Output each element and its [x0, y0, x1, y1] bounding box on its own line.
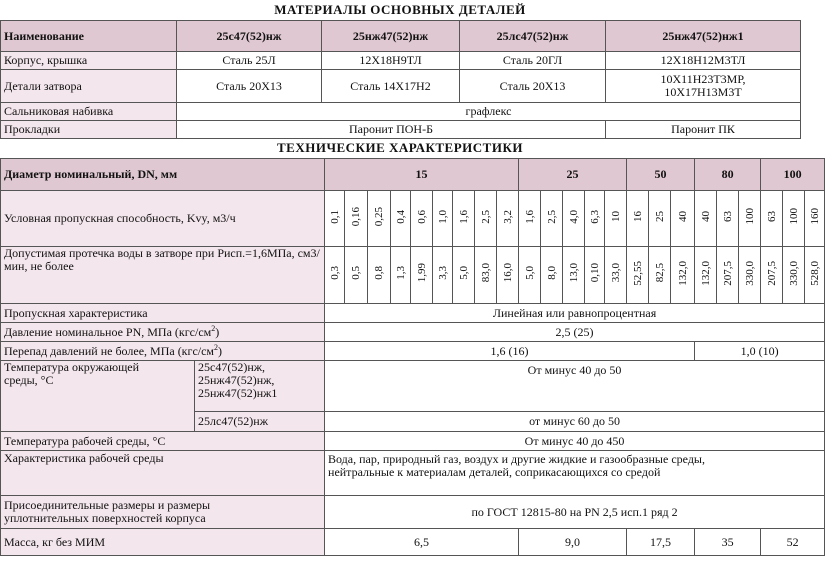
header-model-1: 25с47(52)нж	[177, 21, 322, 52]
leak-cell	[345, 247, 368, 304]
cell-line: 10Х17Н13М3Т	[664, 85, 742, 99]
kvy-value: 1,0	[436, 209, 449, 224]
table-cell	[606, 70, 801, 103]
leak-row	[1, 247, 825, 304]
label-text: Давление номинальное PN, МПа (кгс/см	[4, 324, 212, 339]
kvy-row	[1, 191, 825, 247]
table-cell: Сталь 20Х13	[177, 70, 322, 103]
cell-line: 10Х11Н23Т3МР,	[660, 72, 746, 86]
label-text: )	[218, 343, 223, 358]
leak-value: 330,0	[787, 260, 800, 286]
table-row	[1, 304, 825, 323]
superscript: 2	[211, 323, 216, 333]
leak-cell	[497, 247, 519, 304]
dn-header-row	[1, 159, 825, 191]
table-cell	[325, 451, 825, 496]
leak-cell	[541, 247, 563, 304]
kvy-value: 25	[653, 211, 666, 222]
tech-table	[0, 158, 825, 556]
leak-value: 207,5	[721, 260, 734, 286]
table-cell: 1,0 (10)	[695, 342, 825, 361]
label-text: Перепад давлений не более, МПа (кгс/см	[4, 343, 215, 358]
leak-cell	[475, 247, 497, 304]
leak-cell	[368, 247, 391, 304]
leak-cell	[717, 247, 739, 304]
table-cell: Паронит ПОН-Б	[177, 121, 606, 139]
kvy-value: 1,6	[523, 209, 536, 224]
dn-group-50: 50	[627, 159, 695, 191]
tech-title: ТЕХНИЧЕСКИЕ ХАРАКТЕРИСТИКИ	[277, 140, 523, 155]
table-row	[1, 451, 825, 496]
leak-cell	[605, 247, 627, 304]
table-row	[1, 432, 825, 451]
row-label: Прокладки	[1, 121, 177, 139]
table-cell: Сталь 20ГЛ	[460, 52, 606, 70]
cell-line: нейтральные к материалам деталей, соприкасающихся со средой	[328, 465, 661, 479]
leak-cell	[649, 247, 671, 304]
table-cell: От минус 40 до 450	[325, 432, 825, 451]
leak-cell	[671, 247, 695, 304]
leak-cell	[805, 247, 825, 304]
table-cell: 12Х18Н9ТЛ	[322, 52, 460, 70]
row-label: Корпус, крышка	[1, 52, 177, 70]
kvy-value: 63	[765, 211, 778, 222]
leak-value: 0,5	[350, 266, 363, 280]
kvy-cell	[411, 191, 433, 247]
leak-value: 16,0	[501, 263, 514, 283]
table-row	[1, 529, 825, 556]
kvy-value: 100	[743, 208, 756, 225]
leak-value: 5,0	[457, 266, 470, 280]
row-label	[1, 361, 195, 432]
leak-value: 1,3	[394, 266, 407, 280]
leak-value: 5,0	[523, 266, 536, 280]
kvy-value: 0,6	[415, 209, 428, 224]
kvy-value: 10	[609, 211, 622, 222]
leak-cell	[325, 247, 345, 304]
table-cell: графлекс	[177, 103, 801, 121]
leak-value: 0,8	[373, 266, 386, 280]
row-label: Характеристика рабочей среды	[1, 451, 325, 496]
kvy-value: 100	[787, 208, 800, 225]
mass-dn50: 17,5	[627, 529, 695, 556]
cell-line: Вода, пар, природный газ, воздух и другие жидкие и газообразные среды,	[328, 452, 705, 466]
kvy-value: 2,5	[479, 209, 492, 224]
kvy-cell	[627, 191, 649, 247]
row-label	[1, 496, 325, 529]
kvy-value: 4,0	[567, 209, 580, 224]
leak-value: 3,3	[436, 266, 449, 280]
row-label: Масса, кг без МИМ	[1, 529, 325, 556]
mass-dn80: 35	[695, 529, 761, 556]
kvy-cell	[695, 191, 717, 247]
kvy-cell	[783, 191, 805, 247]
table-cell: по ГОСТ 12815-80 на PN 2,5 исп.1 ряд 2	[325, 496, 825, 529]
kvy-cell	[605, 191, 627, 247]
leak-cell	[761, 247, 783, 304]
kvy-value: 0,4	[394, 209, 407, 224]
dn-group-100: 100	[761, 159, 825, 191]
leak-value: 33,0	[609, 263, 622, 283]
mass-dn100: 52	[761, 529, 825, 556]
label-text: )	[215, 324, 220, 339]
materials-table	[0, 20, 801, 139]
table-row	[1, 70, 801, 103]
table-cell: Сталь 20Х13	[460, 70, 606, 103]
label-line: среды, °С	[4, 373, 54, 387]
table-cell: Сталь 14Х17Н2	[322, 70, 460, 103]
materials-title: МАТЕРИАЛЫ ОСНОВНЫХ ДЕТАЛЕЙ	[274, 2, 526, 17]
leak-value: 132,0	[699, 260, 712, 286]
label-line: уплотнительных поверхностей корпуса	[4, 511, 206, 525]
kvy-value: 3,2	[501, 209, 514, 224]
kvy-value: 6,3	[588, 209, 601, 224]
leak-value: 132,0	[676, 260, 689, 286]
label-line: Температура окружающей	[4, 360, 140, 374]
dn-group-25: 25	[519, 159, 627, 191]
kvy-value: 0,1	[328, 209, 341, 224]
kvy-value: 40	[699, 211, 712, 222]
sub-label: 25лс47(52)нж	[195, 412, 325, 432]
table-cell: от минус 60 до 50	[325, 412, 825, 432]
kvy-cell	[453, 191, 475, 247]
leak-value: 52,55	[631, 260, 644, 286]
table-row	[1, 121, 801, 139]
table-cell: 1,6 (16)	[325, 342, 695, 361]
kvy-cell	[585, 191, 605, 247]
table-cell: От минус 40 до 50	[325, 361, 825, 412]
leak-value: 207,5	[765, 260, 778, 286]
kvy-cell	[717, 191, 739, 247]
leak-cell	[739, 247, 761, 304]
superscript: 2	[214, 342, 219, 352]
leak-cell	[695, 247, 717, 304]
kvy-value: 160	[808, 208, 821, 225]
kvy-cell	[497, 191, 519, 247]
kvy-value: 0,16	[350, 206, 363, 227]
table-row	[1, 52, 801, 70]
table-row	[1, 103, 801, 121]
row-label: Детали затвора	[1, 70, 177, 103]
kvy-value: 16	[631, 211, 644, 222]
label-line: 25с47(52)нж,	[198, 360, 266, 374]
dn-group-80: 80	[695, 159, 761, 191]
row-label: Температура рабочей среды, °С	[1, 432, 325, 451]
leak-value: 0,3	[328, 266, 341, 280]
table-cell: Сталь 25Л	[177, 52, 322, 70]
leak-value: 528,0	[808, 260, 821, 286]
leak-value: 330,0	[743, 260, 756, 286]
kvy-cell	[671, 191, 695, 247]
leak-cell	[453, 247, 475, 304]
kvy-label: Условная пропускная способность, Kvy, м3/ч	[1, 191, 325, 247]
kvy-cell	[761, 191, 783, 247]
kvy-cell	[345, 191, 368, 247]
leak-cell	[783, 247, 805, 304]
row-label	[1, 342, 325, 361]
mass-dn15: 6,5	[325, 529, 519, 556]
leak-value: 1,99	[415, 263, 428, 283]
label-line: 25нж47(52)нж1	[198, 386, 278, 400]
leak-cell	[391, 247, 411, 304]
header-model-2: 25нж47(52)нж	[322, 21, 460, 52]
row-label	[1, 323, 325, 342]
table-cell: Паронит ПК	[606, 121, 801, 139]
table-row	[1, 496, 825, 529]
row-label: Сальниковая набивка	[1, 103, 177, 121]
label-line: Присоединительные размеры и размеры	[4, 498, 211, 512]
table-row	[1, 323, 825, 342]
kvy-value: 40	[676, 211, 689, 222]
materials-header-row	[1, 21, 801, 52]
table-row	[1, 361, 825, 412]
table-cell: Линейная или равнопроцентная	[325, 304, 825, 323]
leak-value: 8,0	[545, 266, 558, 280]
sub-label	[195, 361, 325, 412]
header-model-3: 25лс47(52)нж	[460, 21, 606, 52]
leak-value: 82,5	[653, 263, 666, 283]
kvy-cell	[433, 191, 453, 247]
leak-cell	[585, 247, 605, 304]
table-cell: 12Х18Н12М3ТЛ	[606, 52, 801, 70]
kvy-cell	[649, 191, 671, 247]
kvy-value: 63	[721, 211, 734, 222]
leak-label: Допустимая протечка воды в затворе при Рисп.=1,6МПа, см3/мин, не более	[1, 247, 325, 304]
label-line: 25нж47(52)нж,	[198, 373, 275, 387]
header-name: Наименование	[1, 21, 177, 52]
kvy-cell	[739, 191, 761, 247]
leak-cell	[411, 247, 433, 304]
kvy-value: 0,25	[373, 206, 386, 227]
kvy-cell	[805, 191, 825, 247]
kvy-cell	[563, 191, 585, 247]
leak-cell	[433, 247, 453, 304]
kvy-cell	[368, 191, 391, 247]
header-model-4: 25нж47(52)нж1	[606, 21, 801, 52]
kvy-cell	[519, 191, 541, 247]
leak-value: 0,10	[588, 263, 601, 283]
leak-cell	[627, 247, 649, 304]
kvy-cell	[391, 191, 411, 247]
leak-value: 13,0	[567, 263, 580, 283]
leak-value: 83,0	[479, 263, 492, 283]
row-label: Пропускная характеристика	[1, 304, 325, 323]
kvy-value: 2,5	[545, 209, 558, 224]
leak-cell	[563, 247, 585, 304]
mass-dn25: 9,0	[519, 529, 627, 556]
kvy-cell	[475, 191, 497, 247]
kvy-value: 1,6	[457, 209, 470, 224]
leak-cell	[519, 247, 541, 304]
table-cell: 2,5 (25)	[325, 323, 825, 342]
table-row	[1, 342, 825, 361]
kvy-cell	[325, 191, 345, 247]
kvy-cell	[541, 191, 563, 247]
dn-group-15: 15	[325, 159, 519, 191]
dn-label: Диаметр номинальный, DN, мм	[1, 159, 325, 191]
